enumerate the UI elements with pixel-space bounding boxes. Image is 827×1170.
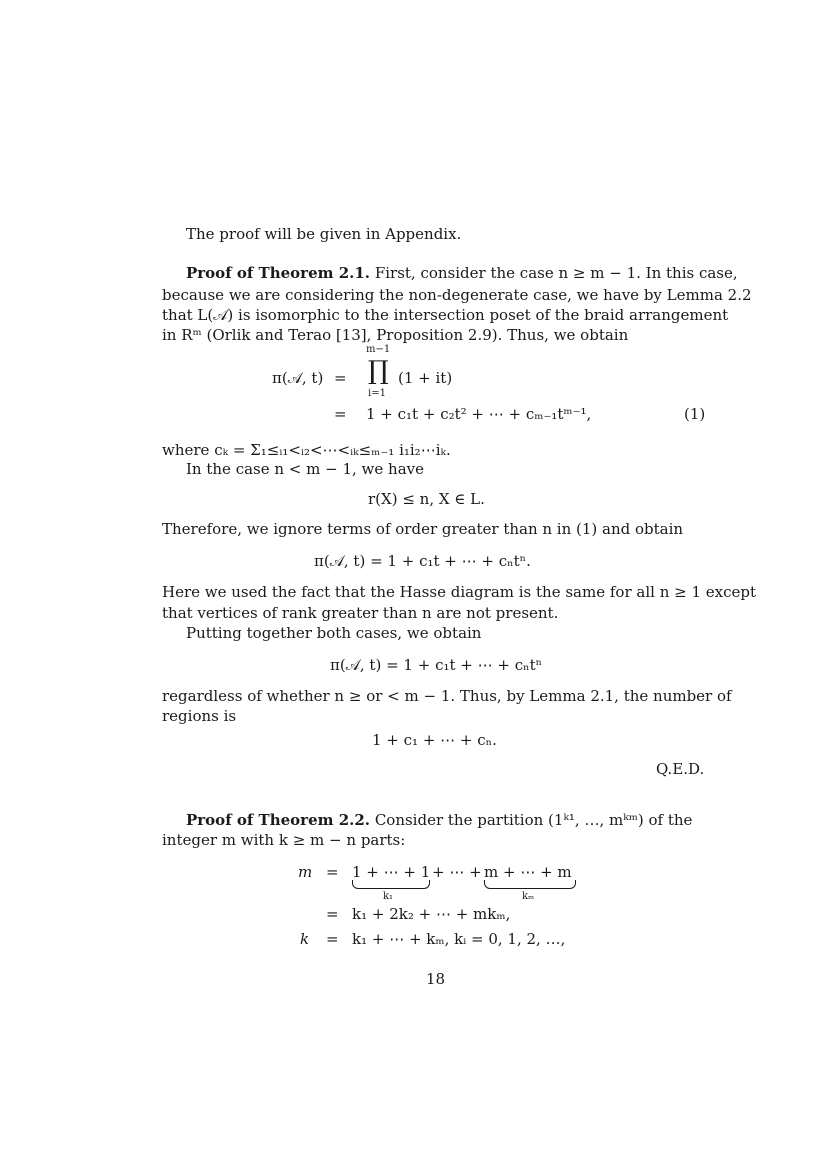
eq1-product-symbol: ∏ [368, 356, 389, 386]
eqA-group1: 1 + ⋯ + 1 [352, 863, 431, 881]
eqA-lhs: m [298, 863, 313, 881]
rank-inequality: r(X) ≤ n, X ∈ L. [368, 490, 485, 508]
eq3: π(𝒜, t) = 1 + c₁t + ⋯ + cₙtⁿ [330, 656, 543, 674]
page-number: 18 [426, 970, 446, 988]
eqB-rhs: k₁ + 2k₂ + ⋯ + mkₘ, [352, 905, 511, 923]
eqA-underbrace-2 [484, 880, 576, 889]
intro-text: The proof will be given in Appendix. [186, 225, 462, 243]
regardless-line1: regardless of whether n ≥ or < m − 1. Thus, by Lemma 2.1, the number of [162, 687, 732, 705]
eq1-lhs: π(𝒜, t) [272, 369, 324, 387]
eq1-equals: = [334, 369, 347, 387]
regardless-line2: regions is [162, 707, 237, 725]
qed-mark: Q.E.D. [656, 760, 705, 778]
eqA-group1-label: k₁ [383, 891, 394, 902]
proof1-line2: because we are considering the non-degenerate case, we have by Lemma 2.2 [162, 286, 752, 304]
eq1-product-lower: i=1 [368, 388, 386, 399]
hasse-line1: Here we used the fact that the Hasse diagram is the same for all n ≥ 1 except [162, 583, 757, 601]
proof2-first-line [186, 810, 692, 830]
proof1-line4: in Rᵐ (Orlik and Terao [13], Proposition 2.9). Thus, we obtain [162, 326, 629, 344]
eq1-rhs2: 1 + c₁t + c₂t² + ⋯ + cₘ₋₁tᵐ⁻¹, [366, 405, 592, 423]
eqB-equals: = [326, 905, 339, 923]
proof1-line3: that L(𝒜) is isomorphic to the intersection poset of the braid arrangement [162, 306, 729, 324]
proof1-line1-text: First, consider the case n ≥ m − 1. In this case, [374, 264, 738, 282]
proof1-heading: Proof of Theorem 2.1. [186, 264, 371, 282]
eqA-group2-label: kₘ [522, 891, 535, 902]
therefore-line: Therefore, we ignore terms of order greater than n in (1) and obtain [162, 520, 684, 538]
proof2-line1-text: Consider the partition (1ᵏ¹, …, mᵏᵐ) of the [374, 811, 693, 829]
eq1-number: (1) [684, 405, 706, 423]
eqA-mid: + ⋯ + [432, 863, 482, 881]
eqC-equals: = [326, 930, 339, 948]
eq2: π(𝒜, t) = 1 + c₁t + ⋯ + cₙtⁿ. [314, 552, 531, 570]
eq1-rhs1: (1 + it) [398, 369, 453, 387]
eqA-equals: = [326, 863, 339, 881]
hasse-line2: that vertices of rank greater than n are not present. [162, 604, 559, 622]
eqC-lhs: k [300, 930, 310, 948]
eq1-product-upper: m−1 [366, 344, 391, 355]
putting-line: Putting together both cases, we obtain [186, 624, 482, 642]
eq4: 1 + c₁ + ⋯ + cₙ. [372, 731, 497, 749]
proof2-line2: integer m with k ≥ m − n parts: [162, 831, 406, 849]
where-line: where cₖ = Σ₁≤ᵢ₁<ᵢ₂<⋯<ᵢₖ≤ₘ₋₁ i₁i₂⋯iₖ. [162, 441, 451, 459]
proof1-first-line [186, 263, 738, 283]
eq1-equals-2: = [334, 405, 347, 423]
eqA-group2: m + ⋯ + m [484, 863, 572, 881]
case-line: In the case n < m − 1, we have [186, 460, 424, 478]
eqA-underbrace-1 [352, 880, 430, 889]
eqC-rhs: k₁ + ⋯ + kₘ, kᵢ = 0, 1, 2, …, [352, 930, 566, 948]
proof2-heading: Proof of Theorem 2.2. [186, 811, 371, 829]
